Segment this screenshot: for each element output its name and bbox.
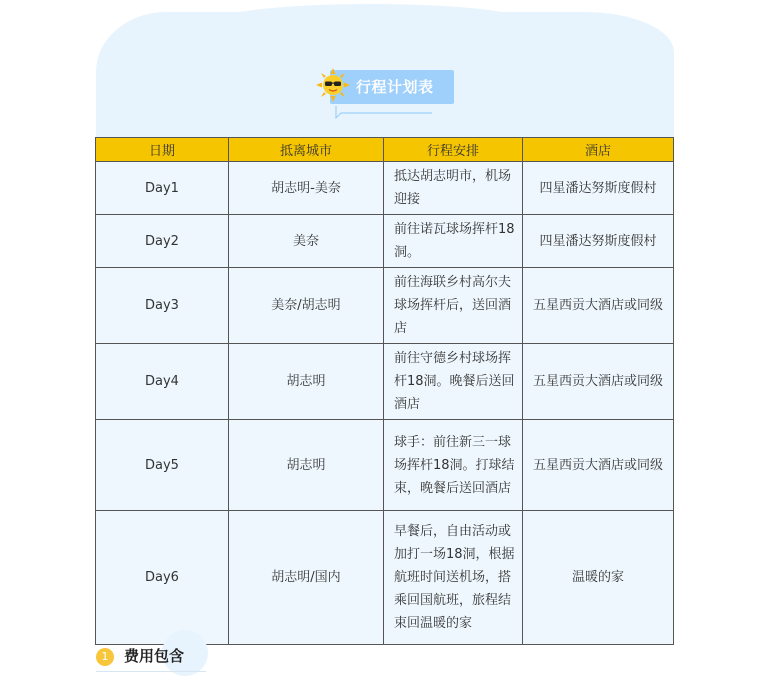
cell-plan: 前往守德乡村球场挥杆18洞。晚餐后送回酒店 — [384, 344, 523, 420]
cell-hotel: 五星西贡大酒店或同级 — [523, 344, 674, 420]
itinerary-table — [95, 137, 674, 645]
table-row — [96, 268, 674, 344]
table-row — [96, 215, 674, 268]
table-row — [96, 344, 674, 420]
cell-hotel: 五星西贡大酒店或同级 — [523, 268, 674, 344]
table-row — [96, 420, 674, 511]
cell-plan: 早餐后，自由活动或加打一场18洞，根据航班时间送机场，搭乘回国航班，旅程结束回温暖的家 — [384, 511, 523, 645]
column-header-plan: 行程安排 — [384, 138, 523, 162]
cell-hotel: 四星潘达努斯度假村 — [523, 162, 674, 215]
cell-hotel: 温暖的家 — [523, 511, 674, 645]
cell-day: Day1 — [96, 162, 229, 215]
cell-day: Day5 — [96, 420, 229, 511]
section-title: 费用包含 — [124, 647, 185, 665]
cell-city: 胡志明 — [229, 420, 384, 511]
column-header-hotel: 酒店 — [523, 138, 674, 162]
cell-hotel: 四星潘达努斯度假村 — [523, 215, 674, 268]
section-number-badge: 1 — [96, 648, 114, 666]
cell-hotel: 五星西贡大酒店或同级 — [523, 420, 674, 511]
cell-city: 美奈 — [229, 215, 384, 268]
table-header-row — [96, 138, 674, 162]
cell-plan: 球手：前往新三一球场挥杆18洞。打球结束，晚餐后送回酒店 — [384, 420, 523, 511]
cell-day: Day6 — [96, 511, 229, 645]
cell-day: Day2 — [96, 215, 229, 268]
cell-plan: 前往海联乡村高尔夫球场挥杆后，送回酒店 — [384, 268, 523, 344]
page-title: 行程计划表 — [356, 78, 434, 96]
cell-plan: 前往诺瓦球场挥杆18洞。 — [384, 215, 523, 268]
cell-day: Day4 — [96, 344, 229, 420]
cell-city: 胡志明/国内 — [229, 511, 384, 645]
section-divider — [96, 671, 206, 672]
cell-city: 胡志明-美奈 — [229, 162, 384, 215]
table-row — [96, 511, 674, 645]
cell-city: 美奈/胡志明 — [229, 268, 384, 344]
cell-day: Day3 — [96, 268, 229, 344]
cell-city: 胡志明 — [229, 344, 384, 420]
table-row — [96, 162, 674, 215]
title-pointer — [335, 105, 433, 119]
column-header-city: 抵离城市 — [229, 138, 384, 162]
column-header-date: 日期 — [96, 138, 229, 162]
cell-plan: 抵达胡志明市，机场迎接 — [384, 162, 523, 215]
sun-with-sunglasses-icon — [316, 68, 350, 102]
